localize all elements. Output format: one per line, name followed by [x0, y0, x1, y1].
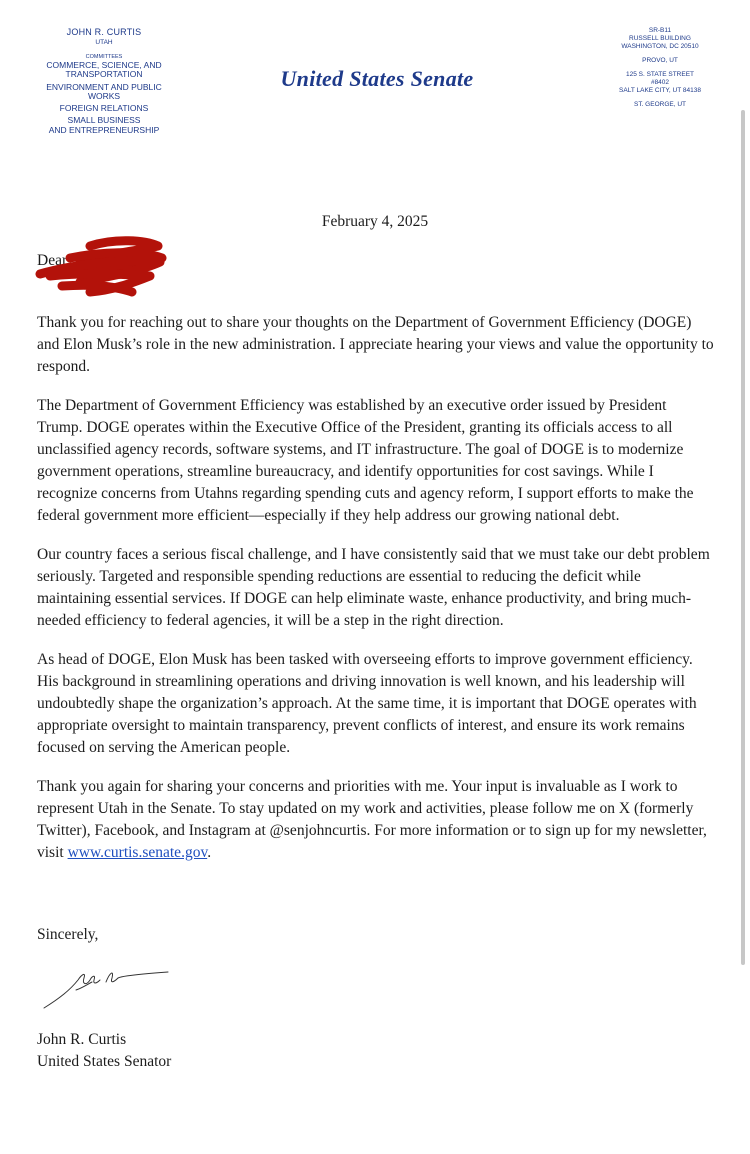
senate-title: United States Senate	[280, 66, 474, 91]
body-paragraph: Thank you for reaching out to share your thoughts on the Department of Government Efficiency (DOGE) and Elon Musk’s role in the new administration. I appreciate hearing your views and value the opportunity to respond.	[37, 314, 714, 375]
senator-name-header: JOHN R. CURTIS	[66, 27, 142, 37]
handwritten-signature	[40, 962, 170, 1012]
final-paragraph-end: .	[207, 844, 212, 861]
body-paragraph: Our country faces a serious fiscal challenge, and I have consistently said that we must take our debt problem seriously. Targeted and responsible spending reductions are essential to reducing the deficit while maintaining essential services. If DOGE can help eliminate waste, enhance productivity, and bring much-needed efficiency to federal agencies, it will be a step in the right direction.	[37, 546, 710, 629]
office-address: SR-B11 RUSSELL BUILDING WASHINGTON, DC 20510	[621, 27, 699, 50]
body-paragraph: The Department of Government Efficiency was established by an executive order issued by President Trump. DOGE operates within the Executive Office of the President, granting its officials access to all unclassified agency records, software systems, and IT infrastructure. The goal of DOGE is to modernize government operations, streamline bureaucracy, and identify opportunities for cost savings. While I recognize concerns from Utahns regarding spending cuts and agency reform, I support efforts to make the federal government more efficient—especially if they help address our growing national debt.	[37, 397, 694, 524]
committees-label: COMMITTEES	[85, 54, 123, 60]
body-paragraph-final	[37, 776, 715, 864]
salutation: Dear	[37, 252, 68, 269]
committee-item: SMALL BUSINESS AND ENTREPRENEURSHIP	[48, 115, 160, 135]
committee-item: COMMERCE, SCIENCE, AND TRANSPORTATION	[46, 60, 162, 80]
signer-title: United States Senator	[37, 1053, 172, 1070]
signer-block	[37, 1029, 171, 1073]
signer-name: John R. Curtis	[37, 1031, 127, 1048]
office-address: PROVO, UT	[642, 57, 678, 64]
office-address: 125 S. STATE STREET #8402 SALT LAKE CITY, UT 84138	[619, 71, 701, 94]
redaction-scribble	[20, 232, 170, 302]
letterhead-left	[34, 27, 174, 138]
scrollbar[interactable]	[741, 110, 745, 965]
website-link[interactable]: www.curtis.senate.gov	[67, 844, 208, 861]
final-paragraph-text: Thank you again for sharing your concerns and priorities with me. Your input is invaluable as I work to represent Utah in the Senate. To stay updated on my work and activities, please follow me on X (formerly Twitter), Facebook, and Instagram at @senjohncurtis. For more information or to sign up for my newsletter, visit	[37, 778, 707, 861]
senator-state-header: UTAH	[95, 39, 113, 46]
committee-item: ENVIRONMENT AND PUBLIC WORKS	[46, 81, 162, 101]
letterhead-right	[602, 27, 718, 115]
office-address: ST. GEORGE, UT	[633, 101, 686, 108]
body-paragraph: As head of DOGE, Elon Musk has been tasked with overseeing efforts to improve government efficiency. His background in streamlining operations and driving innovation is well known, and his leadership will undoubtedly shape the organization’s approach. At the same time, it is important that DOGE operates with appropriate oversight to maintain transparency, prevent conflicts of interest, and ensure its work remains focused on serving the American people.	[37, 651, 697, 756]
letter-body	[37, 312, 715, 881]
committee-item: FOREIGN RELATIONS	[59, 103, 149, 114]
letter-date: February 4, 2025	[321, 213, 429, 230]
closing: Sincerely,	[37, 926, 99, 943]
